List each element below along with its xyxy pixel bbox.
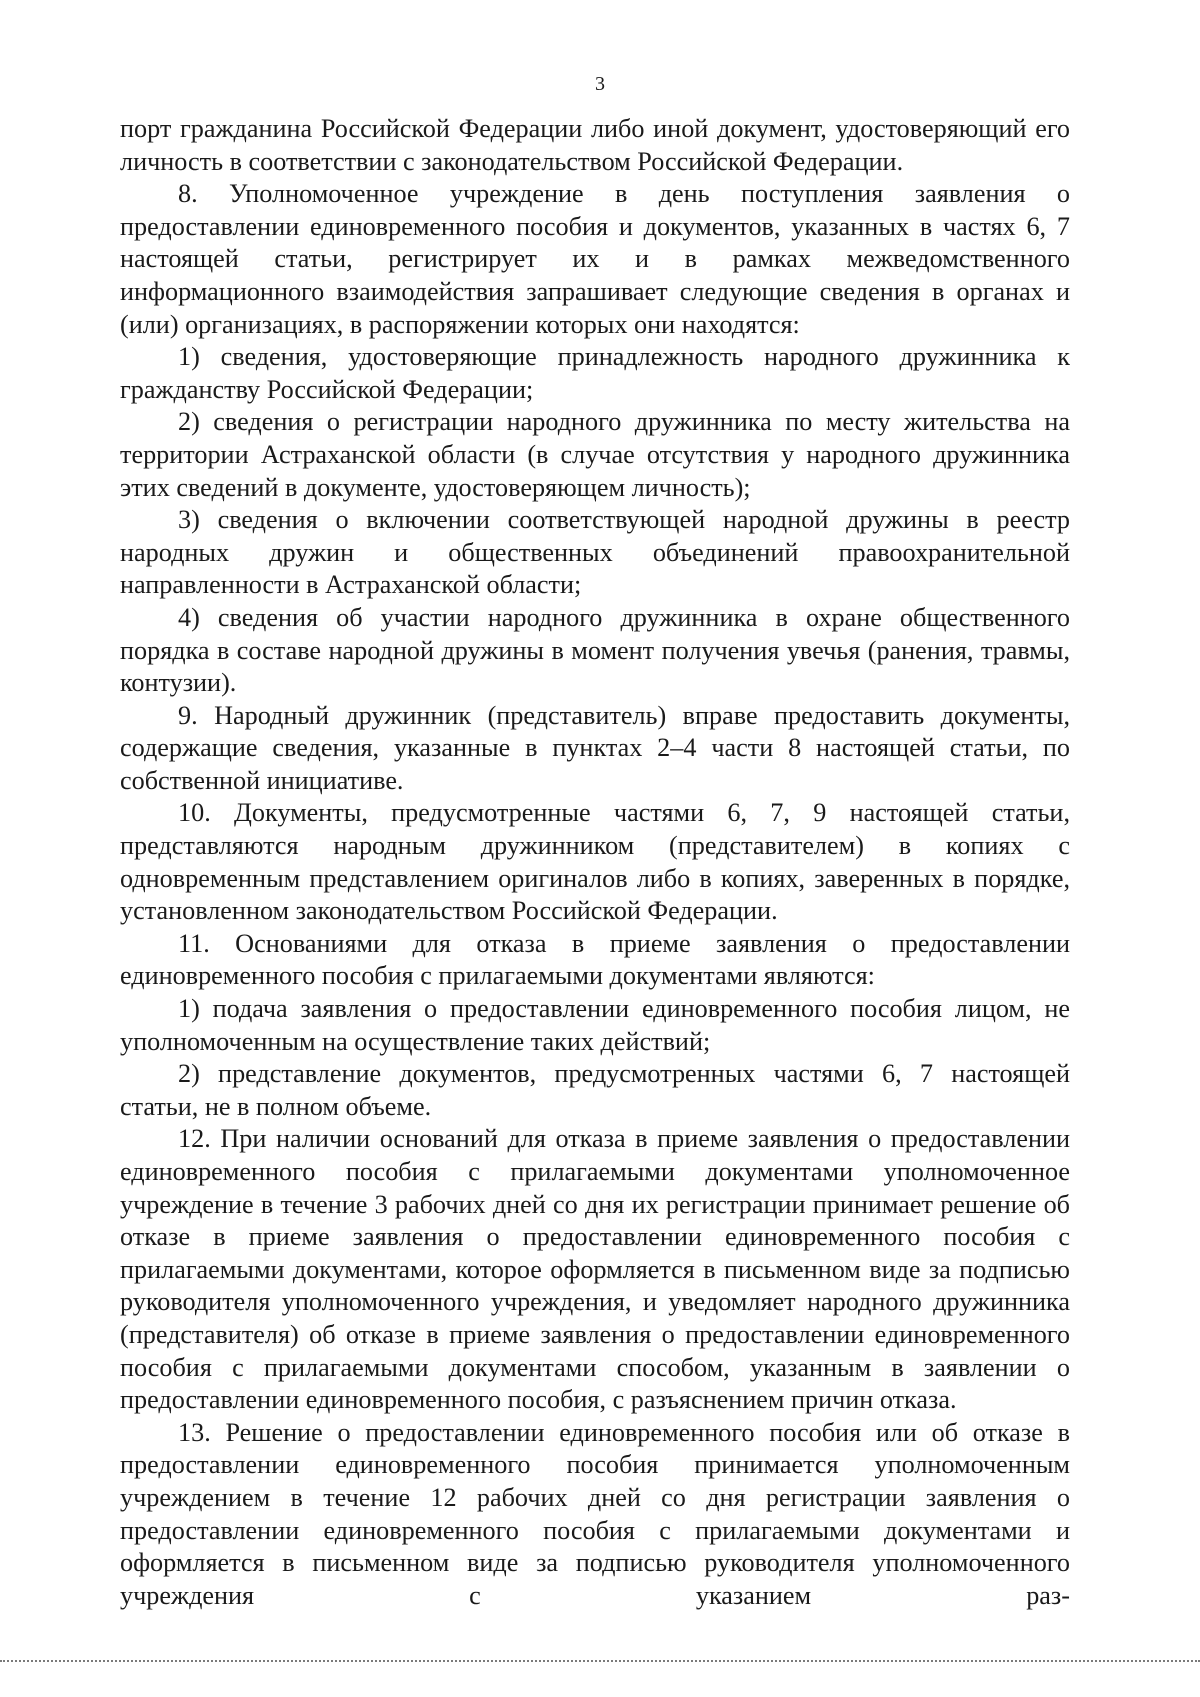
paragraph-11-item-2: 2) представление документов, предусмотренных частями 6, 7 настоящей статьи, не в полном объеме. — [120, 1059, 1070, 1121]
paragraph-continued: порт гражданина Российской Федерации либо иной документ, удостоверяющий его личность в соответствии с законодательством Российской Федерации. — [120, 114, 1070, 176]
paragraph-8-item-2: 2) сведения о регистрации народного дружинника по месту жительства на территории Астраханской области (в случае отсутствия у народного дружинника этих сведений в документе, удостоверяющем личность); — [120, 407, 1070, 502]
paragraph-8: 8. Уполномоченное учреждение в день поступления заявления о предоставлении единовременного пособия и документов, указанных в частях 6, 7 настоящей статьи, регистрирует их и в рамках межведомственного информационного взаимодействия запрашивает следующие сведения в органах и (или) организациях, в распоряжении которых они находятся: — [120, 179, 1070, 339]
paragraph-8-item-3: 3) сведения о включении соответствующей народной дружины в реестр народных дружин и общественных объединений правоохранительной направленности в Астраханской области; — [120, 505, 1070, 600]
document-body — [120, 113, 1070, 1612]
paragraph-8-item-1: 1) сведения, удостоверяющие принадлежность народного дружинника к гражданству Российской Федерации; — [120, 342, 1070, 404]
paragraph-13: 13. Решение о предоставлении единовременного пособия или об отказе в предоставлении единовременного пособия принимается уполномоченным учреждением в течение 12 рабочих дней со дня регистрации заявления о предоставлении единовременного пособия с прилагаемыми документами и оформляется в письменном виде за подписью руководителя уполномоченного учреждения с указанием раз- — [120, 1417, 1070, 1610]
paragraph-12: 12. При наличии оснований для отказа в приеме заявления о предоставлении единовременного пособия с прилагаемыми документами уполномоченное учреждение в течение 3 рабочих дней со дня их регистрации принимает решение об отказе в приеме заявления о предоставлении единовременного пособия с прилагаемыми документами, которое оформляется в письменном виде за подписью руководителя уполномоченного учреждения, и уведомляет народного дружинника (представителя) об отказе в приеме заявления о предоставлении единовременного пособия с прилагаемыми документами способом, указанным в заявлении о предоставлении единовременного пособия, с разъяснением причин отказа. — [120, 1124, 1070, 1415]
page-bottom-rule — [0, 1660, 1200, 1662]
paragraph-10: 10. Документы, предусмотренные частями 6, 7, 9 настоящей статьи, представляются народным дружинником (представителем) в копиях с одновременным представлением оригиналов либо в копиях, заверенных в порядке, установленном законодательством Российской Федерации. — [120, 798, 1070, 926]
paragraph-11: 11. Основаниями для отказа в приеме заявления о предоставлении единовременного пособия с прилагаемыми документами являются: — [120, 928, 1070, 991]
paragraph-8-item-4: 4) сведения об участии народного дружинника в охране общественного порядка в составе народной дружины в момент получения увечья (ранения, травмы, контузии). — [120, 602, 1070, 698]
paragraph-9: 9. Народный дружинник (представитель) вправе предоставить документы, содержащие сведения, указанные в пунктах 2–4 части 8 настоящей статьи, по собственной инициативе. — [120, 700, 1070, 795]
page-number: 3 — [595, 73, 605, 95]
paragraph-11-item-1: 1) подача заявления о предоставлении единовременного пособия лицом, не уполномоченным на осуществление таких действий; — [120, 994, 1070, 1056]
